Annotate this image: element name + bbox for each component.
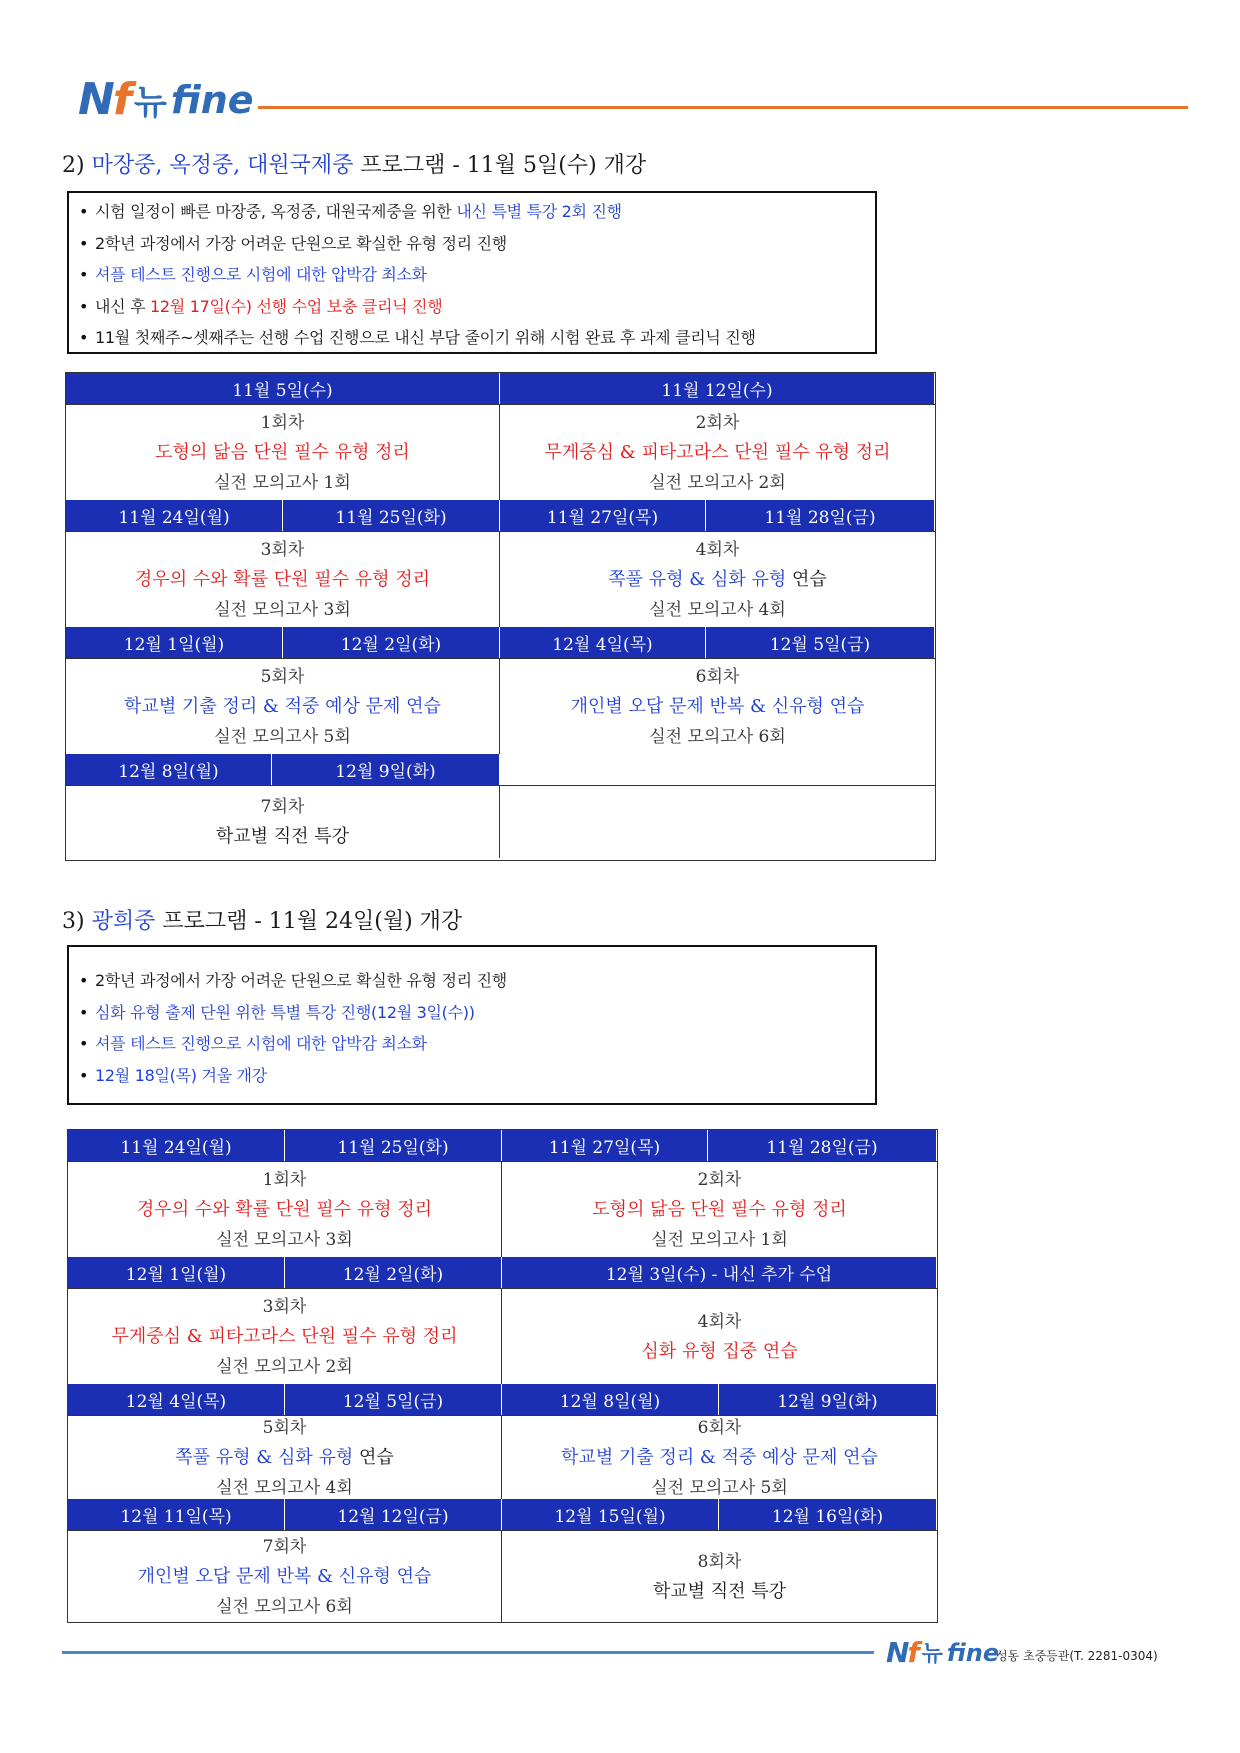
- session-cell: [500, 532, 935, 628]
- mock-exam: 실전 모의고사 5회: [214, 727, 351, 747]
- session-number: 7회차: [260, 797, 305, 817]
- session-cell: [68, 1289, 502, 1385]
- session-topic: [571, 692, 865, 722]
- topic-text: 무게중심 & 피타고라스 단원 필수 유형 정리: [111, 1326, 458, 1347]
- date-cell: 12월 9일(화): [272, 754, 500, 785]
- topic-text: 개인별 오답 문제 반복 & 신유형 연습: [137, 1565, 432, 1587]
- bullet-text: 셔플 테스트 진행으로 시험에 대한 압박감 최소화: [95, 1034, 427, 1053]
- brand-korean: 뉴: [133, 83, 167, 123]
- session-row: [66, 404, 935, 501]
- date-cell: 12월 1일(월): [66, 627, 283, 658]
- topic-text: 학교별 직전 특강: [652, 1580, 787, 1602]
- session-topic: [124, 692, 441, 722]
- session-row: [66, 531, 935, 628]
- topic-text: 개인별 오답 문제 반복 & 신유형 연습: [570, 696, 865, 717]
- date-cell: 12월 5일(금): [706, 627, 935, 658]
- bullet-item: [69, 228, 875, 260]
- bullet-text: 12월 17일(수) 선행 수업 보충 클리닉 진행: [150, 296, 443, 316]
- date-cell: 11월 12일(수): [500, 373, 935, 404]
- bullet-text: 심화 유형 출제 단원 위한 특별 특강 진행(12월 3일(수)): [95, 1002, 475, 1022]
- date-cell: 12월 1일(월): [68, 1257, 285, 1288]
- mock-exam: 실전 모의고사 5회: [651, 1478, 788, 1498]
- date-header-row: [66, 500, 935, 531]
- topic-text: 경우의 수와 확률 단원 필수 유형 정리: [136, 1199, 433, 1220]
- topic-text: 심화 유형 집중 연습: [641, 1341, 798, 1362]
- bullet-item: [69, 196, 875, 228]
- section2-title: 2) 마장중, 옥정중, 대원국제중 프로그램 - 11월 5일(수) 개강: [62, 153, 647, 178]
- date-header-row: [66, 627, 935, 658]
- bullet-item: [69, 1060, 875, 1092]
- bullet-text: 내신 특별 특강 2회 진행: [456, 202, 622, 221]
- bullet-item: [69, 1028, 875, 1060]
- footer-rule: [62, 1651, 874, 1654]
- date-header-row: [66, 373, 935, 404]
- session-cell: [66, 786, 500, 858]
- session-row: [68, 1288, 937, 1385]
- session-cell: [68, 1416, 502, 1500]
- session-row: [68, 1415, 937, 1500]
- session-number: 4회차: [695, 540, 740, 560]
- bullet-text: 내신 후: [95, 296, 151, 316]
- date-cell: 11월 5일(수): [66, 373, 500, 404]
- section3-schedule: [67, 1129, 938, 1623]
- session-number: 7회차: [262, 1536, 307, 1557]
- session-topic: [545, 438, 891, 468]
- session-number: 2회차: [697, 1170, 742, 1190]
- mock-exam: 실전 모의고사 1회: [651, 1230, 788, 1250]
- session-number: 5회차: [260, 667, 305, 687]
- session-topic: [653, 1577, 786, 1607]
- session-cell: [500, 405, 935, 501]
- date-cell: 12월 15일(월): [502, 1499, 719, 1530]
- session-row: [66, 658, 935, 755]
- brand-english: fine: [170, 77, 254, 122]
- session-cell: [66, 532, 500, 628]
- topic-text: 학교별 기출 정리 & 적중 예상 문제 연습: [124, 696, 441, 717]
- bullet-item: [69, 965, 875, 997]
- bullet-item: [69, 291, 875, 323]
- session-cell: [502, 1289, 937, 1385]
- date-cell: 11월 24일(월): [66, 500, 283, 531]
- session-number: 5회차: [262, 1418, 307, 1438]
- date-cell: 12월 4일(목): [68, 1384, 285, 1415]
- session-row: [66, 785, 935, 858]
- brand-mark: Nf: [78, 74, 130, 125]
- session-number: 2회차: [695, 413, 740, 433]
- date-header-row: [68, 1384, 937, 1415]
- brand-logo: [78, 74, 254, 125]
- session-row: [68, 1530, 937, 1622]
- mock-exam: 실전 모의고사 3회: [214, 600, 351, 620]
- bullet-text: 시험 일정이 빠른 마장중, 옥정중, 대원국제중을 위한: [95, 202, 457, 221]
- session-topic: [608, 565, 827, 595]
- mock-exam: 실전 모의고사 2회: [649, 473, 786, 493]
- date-header-row: [68, 1499, 937, 1530]
- topic-text: 연습: [358, 1447, 394, 1468]
- date-cell: 12월 2일(화): [283, 627, 500, 658]
- section3-schools: 광희중: [91, 909, 156, 934]
- session-topic: [137, 1195, 432, 1225]
- session-cell: [68, 1162, 502, 1258]
- date-cell: 12월 8일(월): [502, 1384, 719, 1415]
- date-cell: 12월 9일(화): [719, 1384, 937, 1415]
- topic-text: 도형의 닮음 단원 필수 유형 정리: [155, 442, 410, 463]
- session-topic: [592, 1195, 847, 1225]
- date-cell: 11월 24일(월): [68, 1130, 285, 1161]
- date-cell: 12월 3일(수) - 내신 추가 수업: [502, 1257, 937, 1288]
- date-cell: 12월 11일(목): [68, 1499, 285, 1530]
- mock-exam: 실전 모의고사 1회: [214, 473, 351, 493]
- session-number: 6회차: [697, 1418, 742, 1438]
- session-topic: [155, 438, 410, 468]
- session-row: [68, 1161, 937, 1258]
- session-topic: [135, 565, 430, 595]
- session-cell: [66, 659, 500, 755]
- session-number: 3회차: [260, 540, 305, 560]
- mock-exam: 실전 모의고사 3회: [216, 1230, 353, 1250]
- mock-exam: 실전 모의고사 6회: [649, 727, 786, 747]
- session-number: 3회차: [262, 1297, 307, 1317]
- bullet-text: 셔플 테스트 진행으로 시험에 대한 압박감 최소화: [95, 265, 427, 284]
- bullet-item: [69, 997, 875, 1029]
- footer-campus: 성동 초중등관(T. 2281-0304): [996, 1649, 1158, 1663]
- session-number: 6회차: [695, 667, 740, 687]
- date-cell: 11월 27일(목): [500, 500, 706, 531]
- bullet-text: 2학년 과정에서 가장 어려운 단원으로 확실한 유형 정리 진행: [95, 971, 507, 990]
- date-cell: 12월 2일(화): [285, 1257, 502, 1288]
- session-topic: [112, 1322, 458, 1352]
- header-rule: [258, 106, 1188, 109]
- footer-logo: Nf 뉴 fine: [886, 1636, 1000, 1669]
- session-cell: [502, 1416, 937, 1500]
- date-cell: 11월 28일(금): [708, 1130, 937, 1161]
- section3-bullets: [67, 945, 877, 1105]
- session-cell: [502, 1162, 937, 1258]
- bullet-text: 11월 첫째주~셋째주는 선행 수업 진행으로 내신 부담 줄이기 위해 시험 완료 후 과제 클리닉 진행: [95, 328, 756, 347]
- session-topic: [216, 822, 349, 852]
- empty-date-cell: [500, 754, 935, 785]
- topic-text: 연습: [791, 569, 827, 590]
- date-header-row: [68, 1257, 937, 1288]
- mock-exam: 실전 모의고사 4회: [216, 1478, 353, 1498]
- session-topic: [138, 1562, 432, 1592]
- date-cell: 11월 25일(화): [285, 1130, 502, 1161]
- topic-text: 무게중심 & 피타고라스 단원 필수 유형 정리: [544, 442, 891, 463]
- session-number: 1회차: [260, 413, 305, 433]
- mock-exam: 실전 모의고사 2회: [216, 1357, 353, 1377]
- date-cell: 12월 16일(화): [719, 1499, 937, 1530]
- topic-text: 경우의 수와 확률 단원 필수 유형 정리: [134, 569, 431, 590]
- topic-text: 학교별 직전 특강: [215, 826, 350, 847]
- section3-title: 3) 광희중 프로그램 - 11월 24일(월) 개강: [62, 909, 463, 934]
- session-number: 8회차: [697, 1551, 742, 1572]
- topic-text: 학교별 기출 정리 & 적중 예상 문제 연습: [561, 1447, 878, 1468]
- date-cell: 12월 5일(금): [285, 1384, 502, 1415]
- session-cell: [500, 659, 935, 755]
- date-cell: 12월 4일(목): [500, 627, 706, 658]
- bullet-item: [69, 259, 875, 291]
- date-cell: 11월 25일(화): [283, 500, 500, 531]
- bullet-text: 2학년 과정에서 가장 어려운 단원으로 확실한 유형 정리 진행: [95, 233, 507, 253]
- session-topic: [175, 1443, 394, 1473]
- mock-exam: 실전 모의고사 6회: [216, 1596, 353, 1617]
- session-cell: [68, 1531, 502, 1622]
- session-number: 1회차: [262, 1170, 307, 1190]
- date-header-row: [68, 1130, 937, 1161]
- topic-text: 도형의 닮음 단원 필수 유형 정리: [592, 1199, 847, 1220]
- section2-schedule: [65, 372, 936, 861]
- session-number: 4회차: [697, 1312, 742, 1332]
- date-cell: 11월 27일(목): [502, 1130, 708, 1161]
- date-header-row: [66, 754, 935, 785]
- session-topic: [641, 1337, 797, 1367]
- bullet-text: 12월 18일(목) 겨울 개강: [95, 1065, 267, 1085]
- topic-text: 쪽풀 유형 & 심화 유형: [175, 1447, 359, 1468]
- date-cell: 11월 28일(금): [706, 500, 935, 531]
- session-topic: [561, 1443, 878, 1473]
- session-cell: [502, 1531, 937, 1622]
- session-cell: [66, 405, 500, 501]
- date-cell: 12월 12일(금): [285, 1499, 502, 1530]
- empty-session-cell: [500, 786, 935, 858]
- topic-text: 쪽풀 유형 & 심화 유형: [608, 569, 792, 590]
- section2-schools: 마장중, 옥정중, 대원국제중: [91, 153, 354, 178]
- mock-exam: 실전 모의고사 4회: [649, 600, 786, 620]
- footer-brand-mark: Nf: [886, 1636, 918, 1669]
- bullet-item: [69, 322, 875, 354]
- section2-bullets: [67, 191, 877, 354]
- date-cell: 12월 8일(월): [66, 754, 272, 785]
